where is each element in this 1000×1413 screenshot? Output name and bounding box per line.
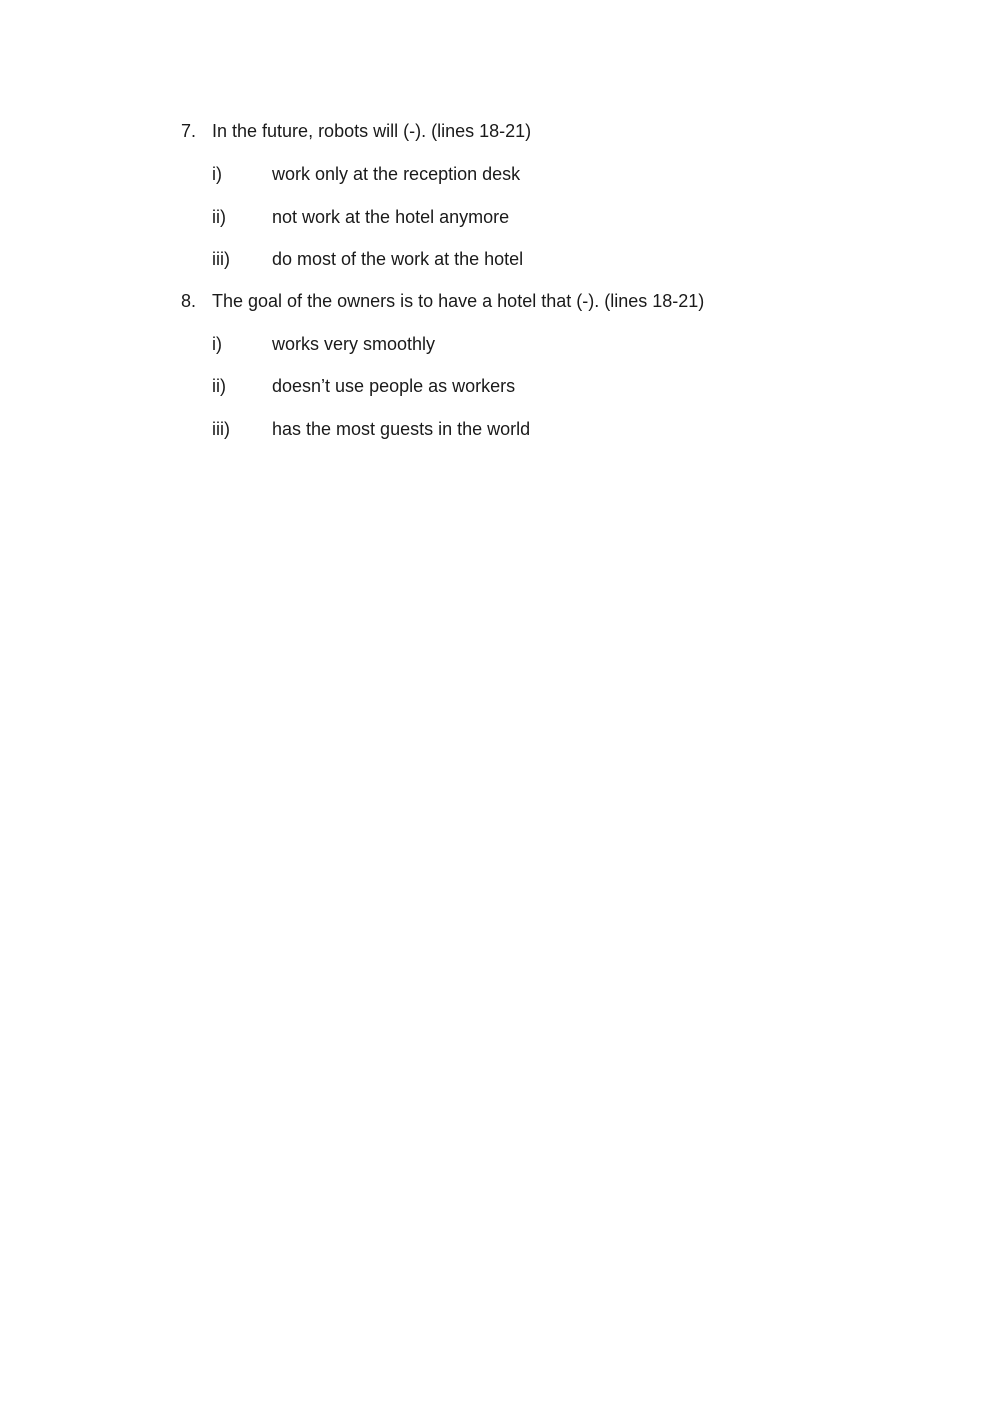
- question-number: 8.: [181, 291, 197, 311]
- question-number: 7.: [181, 121, 197, 141]
- question-8-option-3: [212, 418, 530, 440]
- question-8-option-2: [212, 375, 515, 397]
- question-7-stem: [181, 120, 531, 142]
- question-text: The goal of the owners is to have a hotel that (-). (lines 18-21): [212, 291, 705, 311]
- option-marker: i): [212, 164, 222, 184]
- option-text: do most of the work at the hotel: [272, 249, 524, 269]
- question-8-stem: [181, 290, 704, 312]
- question-7-option-3: [212, 248, 523, 270]
- option-text: not work at the hotel anymore: [272, 207, 510, 227]
- option-text: has the most guests in the world: [272, 419, 531, 439]
- option-marker: iii): [212, 419, 230, 439]
- question-text: In the future, robots will (-). (lines 18-21): [212, 121, 532, 141]
- option-marker: ii): [212, 376, 226, 396]
- option-marker: iii): [212, 249, 230, 269]
- option-text: doesn’t use people as workers: [272, 376, 516, 396]
- question-7-option-1: [212, 163, 520, 185]
- option-marker: ii): [212, 207, 226, 227]
- option-text: work only at the reception desk: [272, 164, 521, 184]
- question-7-option-2: [212, 206, 509, 228]
- question-8-option-1: [212, 333, 435, 355]
- option-text: works very smoothly: [272, 334, 436, 354]
- option-marker: i): [212, 334, 222, 354]
